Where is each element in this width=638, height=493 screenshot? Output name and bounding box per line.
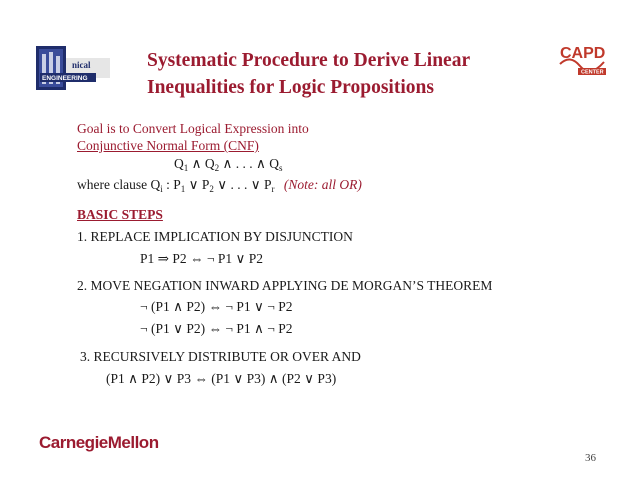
logo-left-text-bottom: ENGINEERING <box>42 75 88 82</box>
carnegie-mellon-logo: CarnegieMellon <box>39 433 159 452</box>
step-2-label: 2. MOVE NEGATION INWARD APPLYING DE MORGAN’S THEOREM <box>77 278 493 293</box>
logo-right-text: CAPD <box>560 45 606 62</box>
page-number: 36 <box>585 452 596 464</box>
capd-center-logo <box>556 38 610 80</box>
step-2-formula-1: ¬ (P1 ∧ P2) ⇔ ¬ P1 ∨ ¬ P2 <box>140 299 293 314</box>
intro-line2: Conjunctive Normal Form (CNF) <box>77 138 259 153</box>
logo-right-subtext: CENTER <box>581 69 604 76</box>
logo-left-text-top: nical <box>72 60 91 70</box>
cnf-expression: $Q_1$ ∧ $Q_2$ ∧ . . . ∧ $Q_s$ <box>174 156 283 173</box>
step-3-label: 3. RECURSIVELY DISTRIBUTE OR OVER AND <box>80 349 361 364</box>
clause-note: (Note: all OR) <box>283 177 362 192</box>
chemical-engineering-logo <box>34 44 114 92</box>
intro-line1: Goal is to Convert Logical Expression into <box>77 121 309 136</box>
step-2-formula-2: ¬ (P1 ∨ P2) ⇔ ¬ P1 ∧ ¬ P2 <box>140 321 293 336</box>
step-1-label: 1. REPLACE IMPLICATION BY DISJUNCTION <box>77 229 353 244</box>
step-1-formula: P1 ⇒ P2 ⇔ ¬ P1 ∨ P2 <box>140 251 263 266</box>
basic-steps-heading: BASIC STEPS <box>77 207 163 222</box>
step-3-formula: (P1 ∧ P2) ∨ P3 ⇔ (P1 ∨ P3) ∧ (P2 ∨ P3) <box>106 371 337 386</box>
slide-title-line2: Inequalities for Logic Propositions <box>147 77 434 98</box>
clause-definition: where clause $Q_i$ : $P_1$ ∨ $P_2$ ∨ . . . ∨ $P_r$ (Note: all OR) <box>77 177 362 194</box>
slide-title-line1: Systematic Procedure to Derive Linear <box>147 50 471 71</box>
